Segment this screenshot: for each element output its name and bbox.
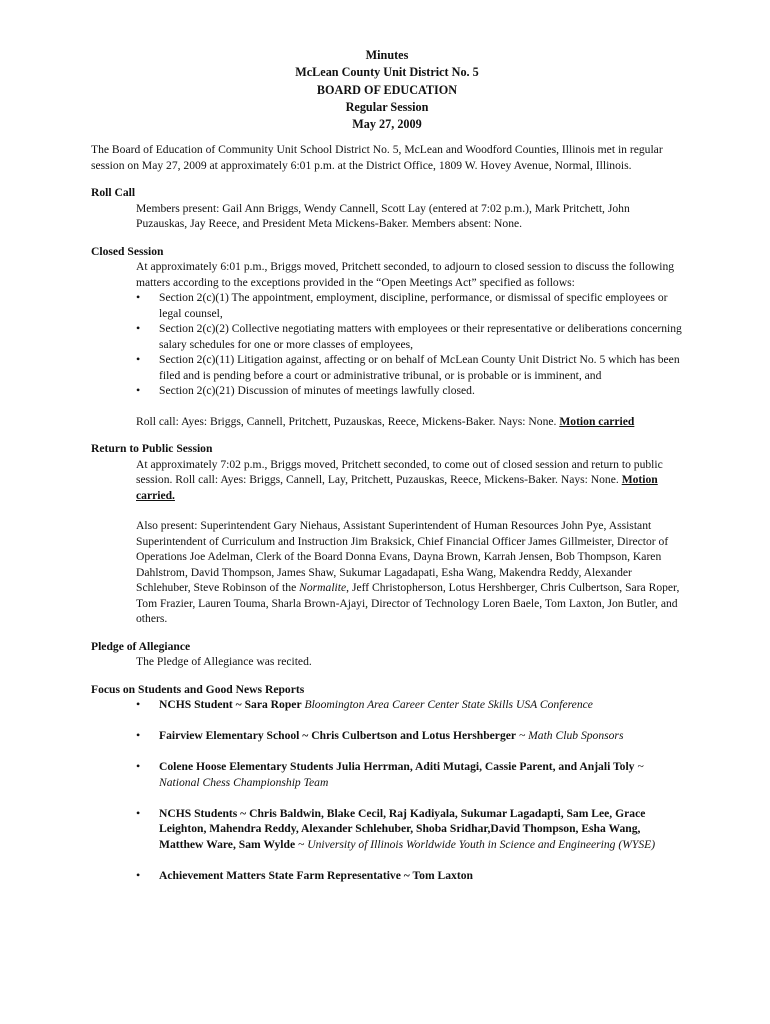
document-header bbox=[91, 47, 683, 133]
intro-paragraph: The Board of Education of Community Unit School District No. 5, McLean and Woodford Counties, Illinois met in regular session on May 27, 2009 at approximately 6:01 p.m. at the District Office, 1809 W. Hovey Avenue, Normal, Illinois. bbox=[91, 143, 663, 172]
header-session: Regular Session bbox=[345, 99, 429, 114]
list-item: • Section 2(c)(21) Discussion of minutes of meetings lawfully closed. bbox=[136, 383, 683, 399]
list-item: • Section 2(c)(2) Collective negotiating matters with employees or their representative or deliberations concerning salary schedules for one or more classes of employees, bbox=[136, 321, 683, 352]
list-item bbox=[136, 728, 683, 744]
also-present-paragraph bbox=[136, 518, 683, 627]
pledge-heading: Pledge of Allegiance bbox=[91, 639, 191, 653]
header-title: Minutes bbox=[365, 48, 409, 62]
honoree: NCHS Students ~ Chris Baldwin, Blake Cecil, Raj Kadiyala, Sukumar Lagadapti, Sam Lee, Grace Leighton, Mahendra Reddy, Alexander Schlehuber, Shoba Sridhar,David Thompson, Esha Wang, Matthew Ware, Sam Wylde bbox=[159, 806, 646, 851]
closed-session-text: At approximately 6:01 p.m., Briggs moved, Pritchett seconded, to adjourn to closed session to discuss the following matters according to the exceptions provided in the “Open Meetings Act” specified as follows: bbox=[136, 260, 675, 289]
header-date: May 27, 2009 bbox=[352, 117, 422, 132]
return-public-heading: Return to Public Session bbox=[91, 442, 213, 456]
document-page bbox=[91, 47, 683, 899]
list-item bbox=[136, 806, 683, 853]
also-present-text-end: , Jeff Christopherson, Lotus Hershberger, Chris Culbertson, Sara Roper, Tom Frazier, Lauren Touma, Sharla Brown-Ajayi, Director of Technology Loren Baele, Tom Laxton, Jon Butler, and others. bbox=[136, 581, 680, 626]
list-item bbox=[136, 697, 683, 713]
motion-word: Motion bbox=[621, 473, 658, 487]
honoree: NCHS Student ~ Sara Roper bbox=[159, 698, 302, 712]
roll-call-text: Members present: Gail Ann Briggs, Wendy Cannell, Scott Lay (entered at 7:02 p.m.), Mark Pritchett, John Puzauskas, Jay Reece, and President Meta Mickens-Baker. Members absent: None. bbox=[136, 201, 630, 231]
header-district: McLean County Unit District No. 5 bbox=[295, 65, 479, 80]
return-public-motion-text: At approximately 7:02 p.m., Briggs moved, Pritchett seconded, to come out of closed session and return to public session. Roll call: Ayes: Briggs, Cannell, Lay, Pritchett, Puzauskas, Reece, Mickens-Baker. Nays: None. bbox=[136, 457, 663, 487]
header-board: BOARD OF EDUCATION bbox=[316, 82, 458, 97]
honoree: Colene Hoose Elementary Students Julia Herrman, Aditi Mutagi, Cassie Parent, and Anjali Toly bbox=[159, 760, 635, 774]
pledge-text: The Pledge of Allegiance was recited. bbox=[136, 655, 312, 669]
list-item bbox=[136, 868, 683, 884]
recognition: ~ Math Club Sponsors bbox=[518, 729, 624, 743]
closed-session-heading: Closed Session bbox=[91, 244, 164, 258]
closed-session-list bbox=[91, 290, 683, 399]
closed-session-roll-call bbox=[136, 414, 683, 430]
newspaper-name: Normalite bbox=[299, 581, 347, 595]
focus-heading: Focus on Students and Good News Reports bbox=[91, 682, 305, 696]
focus-list bbox=[91, 697, 683, 883]
roll-call-result: Roll call: Ayes: Briggs, Cannell, Pritchett, Puzauskas, Reece, Mickens-Baker. Nays: None. bbox=[136, 414, 557, 428]
recognition: ~ National Chess Championship Team bbox=[159, 760, 644, 789]
also-present-text: Also present: Superintendent Gary Niehaus, Assistant Superintendent of Human Resources John Pye, Assistant Superintendent of Curriculum and Instruction Jim Braksick, Chief Financial Officer James Gillmeister, Director of Operations Joe Adelman, Clerk of the Board Donna Evans, Dayna Brown, Karrah Jensen, Bob Thompson, Karen Dahlstrom, David Thompson, James Shaw, Sukumar Lagadapati, Esha Wang, Makendra Reddy, Alexander Schlehuber, Steve Robinson of the bbox=[136, 519, 669, 595]
recognition: ~ University of Illinois Worldwide Youth in Science and Engineering (WYSE) bbox=[298, 837, 656, 851]
honoree: Achievement Matters State Farm Representative ~ Tom Laxton bbox=[159, 868, 473, 882]
list-item bbox=[136, 759, 683, 790]
roll-call-heading: Roll Call bbox=[91, 186, 136, 200]
honoree: Fairview Elementary School ~ Chris Culbertson and Lotus Hershberger bbox=[159, 729, 517, 743]
motion-carried: carried. bbox=[136, 488, 175, 502]
return-public-text bbox=[136, 457, 683, 504]
list-item: • Section 2(c)(1) The appointment, employment, discipline, performance, or dismissal of specific employees or legal counsel, bbox=[136, 290, 683, 321]
list-item: • Section 2(c)(11) Litigation against, affecting or on behalf of McLean County Unit District No. 5 which has been filed and is pending before a court or administrative tribunal, or is probable or is imminent, and bbox=[136, 352, 683, 383]
recognition: Bloomington Area Career Center State Skills USA Conference bbox=[304, 698, 593, 712]
motion-carried: Motion carried bbox=[559, 414, 635, 428]
